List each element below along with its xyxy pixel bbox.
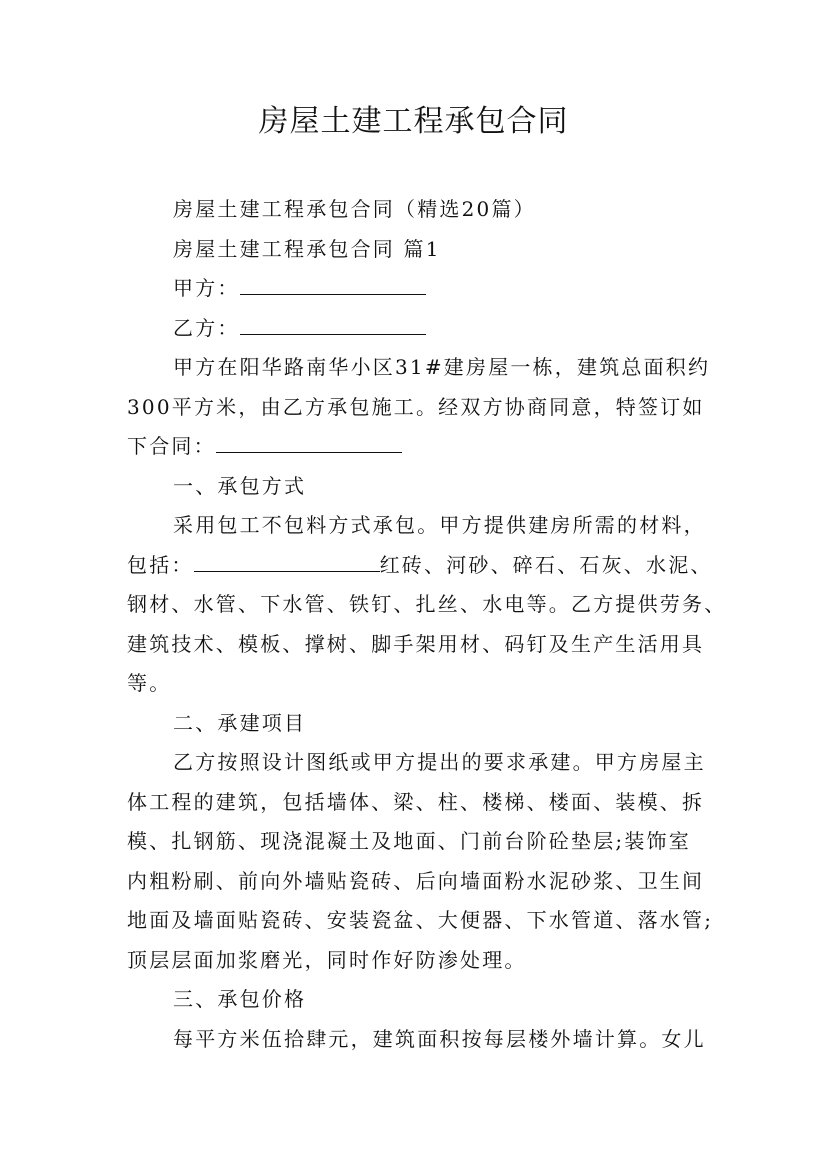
intro-line-3-text: 下合同： [127, 434, 216, 458]
clause-1-line-4: 建筑技术、模板、撑树、脚手架用材、码钉及生产生活用具 [127, 631, 705, 656]
clause-1-line-1: 采用包工不包料方式承包。甲方提供建房所需的材料， [173, 513, 706, 537]
intro-line-3 [127, 427, 713, 467]
clause-2-line-1: 乙方按照设计图纸或甲方提出的要求承建。甲方房屋主 [173, 750, 706, 774]
document-subtitle: 房屋土建工程承包合同（精选20篇） [173, 197, 536, 221]
clause-3-line-1: 每平方米伍拾肆元，建筑面积按每层楼外墙计算。女儿 [173, 1026, 706, 1051]
materials-blank [194, 549, 380, 572]
party-b-line [127, 309, 713, 349]
clause-1-line-2-suffix: 红砖、河砂、碎石、石灰、水泥、 [379, 552, 713, 577]
clause-1-line-2-prefix: 包括： [127, 552, 194, 577]
clause-3-heading: 三、承包价格 [173, 987, 307, 1011]
section-heading: 房屋土建工程承包合同 篇1 [173, 236, 441, 261]
clause-1-line-3: 钢材、水管、下水管、铁钉、扎丝、水电等。乙方提供劳务、 [127, 592, 727, 616]
party-b-label: 乙方： [173, 315, 240, 340]
clause-2-line-6: 顶层层面加浆磨光，同时作好防渗处理。 [127, 947, 527, 972]
intro-line-1: 甲方在阳华路南华小区31#建房屋一栋，建筑总面积约 [173, 355, 711, 379]
clause-1-line-2 [127, 546, 713, 586]
document-body [127, 190, 727, 1059]
clause-2-line-3: 模、扎钢筋、现浇混凝土及地面、门前台阶砼垫层;装饰室 [127, 829, 691, 853]
intro-line-2: 300平方米，由乙方承包施工。经双方协商同意，特签订如 [127, 394, 705, 419]
party-a-blank [240, 272, 426, 295]
clause-1-heading: 一、承包方式 [173, 473, 307, 498]
party-a-line [127, 269, 713, 309]
contract-blank [216, 430, 402, 453]
clause-2-line-4: 内粗粉刷、前向外墙贴瓷砖、后向墙面粉水泥砂浆、卫生间 [127, 868, 705, 893]
clause-2-heading: 二、承建项目 [173, 710, 307, 735]
clause-1-line-5: 等。 [127, 671, 172, 695]
party-a-label: 甲方： [173, 276, 240, 300]
clause-2-line-5: 地面及墙面贴瓷砖、安装瓷盆、大便器、下水管道、落水管; [127, 908, 714, 932]
document-title: 房屋土建工程承包合同 [258, 104, 569, 139]
party-b-blank [240, 312, 426, 335]
clause-2-line-2: 体工程的建筑，包括墙体、梁、柱、楼梯、楼面、装模、拆 [127, 789, 705, 814]
